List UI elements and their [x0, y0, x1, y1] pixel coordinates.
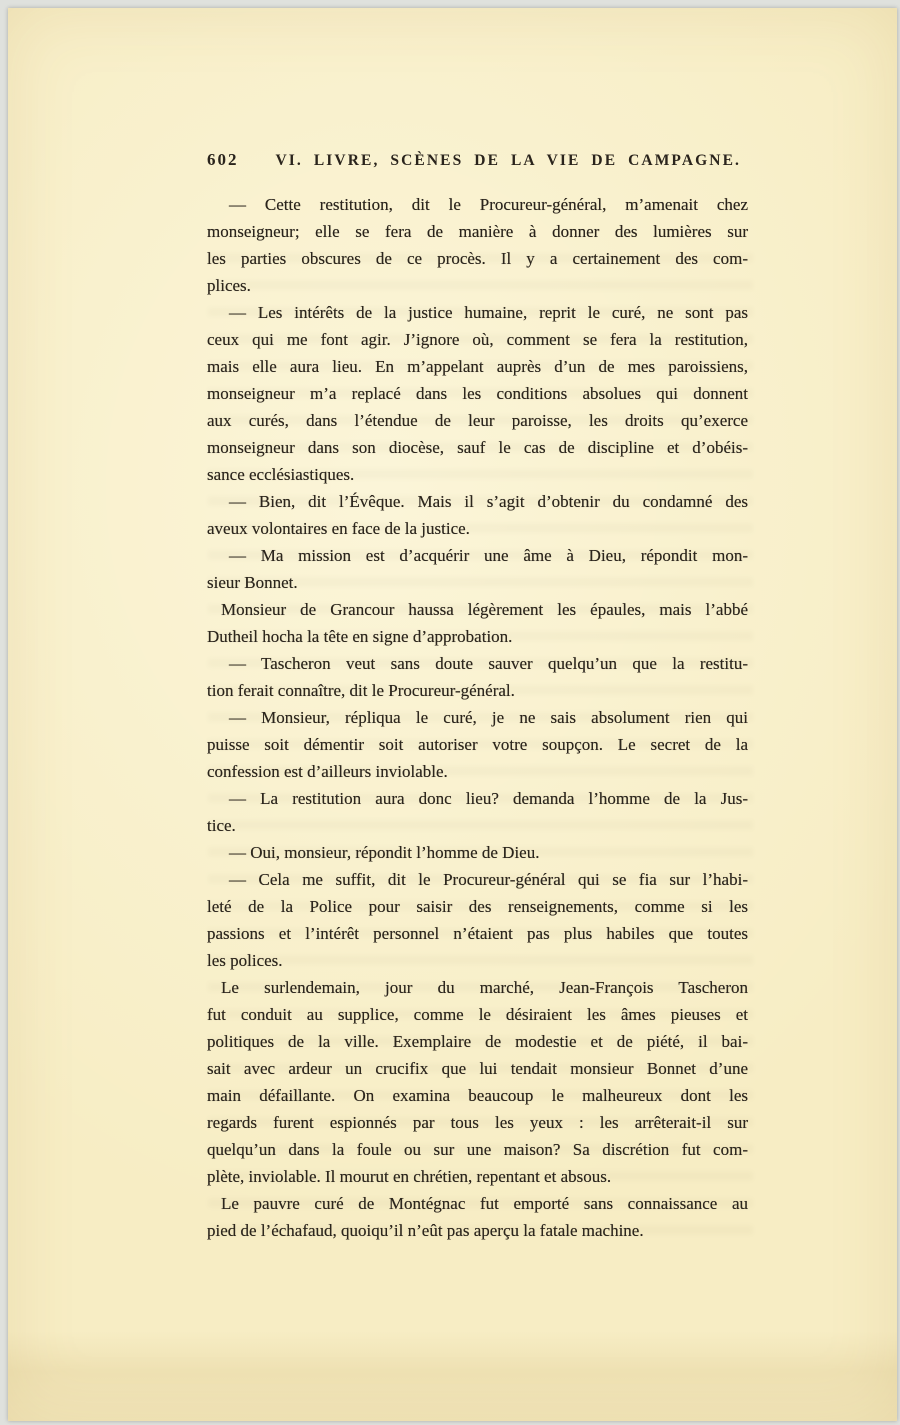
text-line: fut conduit au supplice, comme le désiraient les âmes pieuses et	[207, 1005, 748, 1024]
text-line: plices.	[207, 276, 251, 295]
text-line: Le pauvre curé de Montégnac fut emporté sans connaissance au	[221, 1194, 748, 1213]
text-line: monseigneur dans son diocèse, sauf le cas de discipline et d’obéis-	[207, 438, 748, 457]
paragraph	[207, 839, 748, 866]
paragraph	[207, 785, 748, 839]
text-line: sieur Bonnet.	[207, 573, 298, 592]
text-line: main défaillante. On examina beaucoup le malheureux dont les	[207, 1086, 748, 1105]
page-header	[207, 150, 748, 170]
text-line: monseigneur m’a replacé dans les conditions absolues qui donnent	[207, 384, 748, 403]
text-line: — Tascheron veut sans doute sauver quelqu’un que la restitu-	[229, 654, 748, 673]
text-line: sance ecclésiastiques.	[207, 465, 355, 484]
paragraph	[207, 650, 748, 704]
text-line: — Monsieur, répliqua le curé, je ne sais absolument rien qui	[229, 708, 748, 727]
text-line: leté de la Police pour saisir des renseignements, comme si les	[207, 897, 748, 916]
paragraph	[207, 596, 748, 650]
text-line: — Oui, monsieur, répondit l’homme de Dieu.	[229, 843, 540, 862]
paragraph	[207, 542, 748, 596]
paragraph	[207, 191, 748, 299]
text-line: les polices.	[207, 951, 283, 970]
paragraph	[207, 1190, 748, 1244]
text-line: plète, inviolable. Il mourut en chrétien, repentant et absous.	[207, 1167, 612, 1186]
text-line: aux curés, dans l’étendue de leur paroisse, les droits qu’exerce	[207, 411, 748, 430]
text-line: puisse soit démentir soit autoriser votre soupçon. Le secret de la	[207, 735, 748, 754]
book-page	[8, 8, 897, 1421]
paragraph	[207, 299, 748, 488]
text-line: tice.	[207, 816, 236, 835]
text-line: mais elle aura lieu. En m’appelant auprès d’un de mes paroissiens,	[207, 357, 748, 376]
text-line: confession est d’ailleurs inviolable.	[207, 762, 448, 781]
text-line: Dutheil hocha la tête en signe d’approbation.	[207, 627, 513, 646]
paragraph	[207, 866, 748, 974]
text-line: pied de l’échafaud, quoiqu’il n’eût pas aperçu la fatale machine.	[207, 1221, 644, 1240]
text-line: quelqu’un dans la foule ou sur une maison? Sa discrétion fut com-	[207, 1140, 748, 1159]
text-line: ceux qui me font agir. J’ignore où, comment se fera la restitution,	[207, 330, 748, 349]
text-line: — Ma mission est d’acquérir une âme à Dieu, répondit mon-	[229, 546, 748, 565]
paragraph	[207, 704, 748, 785]
text-line: Monsieur de Grancour haussa légèrement les épaules, mais l’abbé	[221, 600, 748, 619]
text-line: monseigneur; elle se fera de manière à donner des lumières sur	[207, 222, 748, 241]
text-line: les parties obscures de ce procès. Il y a certainement des com-	[207, 249, 748, 268]
text-line: — Bien, dit l’Évêque. Mais il s’agit d’obtenir du condamné des	[229, 492, 748, 511]
text-line: Le surlendemain, jour du marché, Jean-François Tascheron	[221, 978, 748, 997]
running-title: VI. LIVRE, SCÈNES DE LA VIE DE CAMPAGNE.	[275, 152, 742, 169]
page-text	[207, 191, 748, 1244]
text-line: sait avec ardeur un crucifix que lui tendait monsieur Bonnet d’une	[207, 1059, 748, 1078]
paragraph	[207, 488, 748, 542]
text-line: aveux volontaires en face de la justice.	[207, 519, 470, 538]
text-line: — La restitution aura donc lieu? demanda l’homme de la Jus-	[229, 789, 748, 808]
text-line: — Cela me suffit, dit le Procureur-général qui se fia sur l’habi-	[229, 870, 748, 889]
text-line: — Cette restitution, dit le Procureur-général, m’amenait chez	[229, 195, 748, 214]
text-line: passions et l’intérêt personnel n’étaient pas plus habiles que toutes	[207, 924, 748, 943]
paragraph	[207, 974, 748, 1190]
text-line: — Les intérêts de la justice humaine, reprit le curé, ne sont pas	[229, 303, 748, 322]
page-number: 602	[207, 150, 239, 169]
text-line: politiques de la ville. Exemplaire de modestie et de piété, il bai-	[207, 1032, 748, 1051]
text-line: tion ferait connaître, dit le Procureur-général.	[207, 681, 515, 700]
text-line: regards furent espionnés par tous les yeux : les arrêterait-il sur	[207, 1113, 748, 1132]
